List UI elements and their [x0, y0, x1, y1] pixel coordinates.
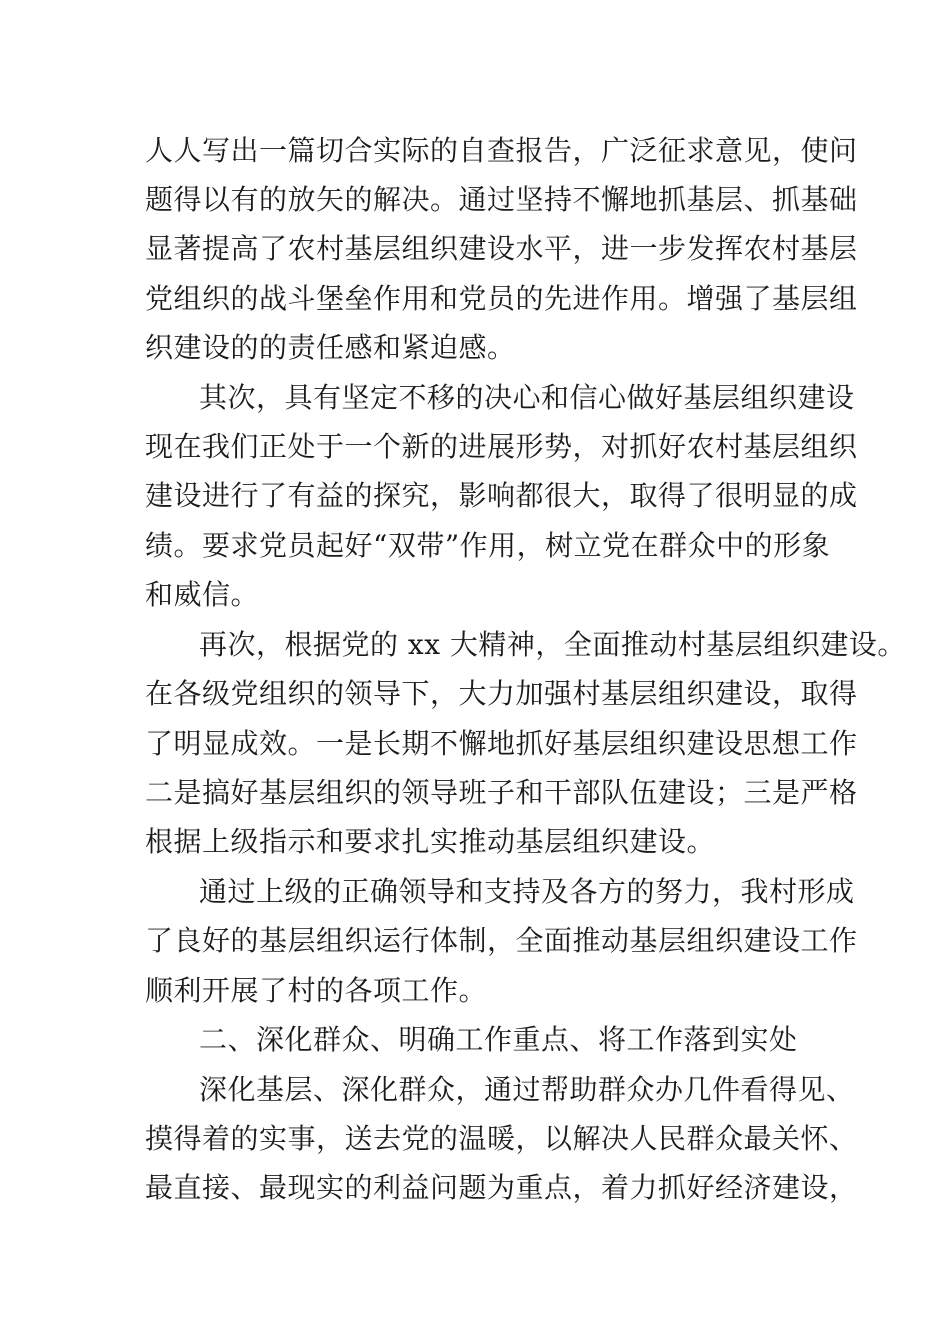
text-line: 顺利开展了村的各项工作。: [145, 974, 488, 1007]
text-line: 显著提高了农村基层组织建设水平，进一步发挥农村基层: [145, 232, 858, 265]
text-line: 和威信。: [145, 578, 260, 611]
text-line: 党组织的战斗堡垒作用和党员的先进作用。增强了基层组: [145, 282, 858, 315]
text-line: 摸得着的实事，送去党的温暖，以解决人民群众最关怀、: [145, 1122, 858, 1155]
text-line: 绩。要求党员起好“双带”作用，树立党在群众中的形象: [145, 529, 831, 562]
text-line: 现在我们正处于一个新的进展形势，对抓好农村基层组织: [145, 430, 858, 463]
text-line: 了明显成效。一是长期不懈地抓好基层组织建设思想工作: [145, 727, 858, 760]
text-line: 建设进行了有益的探究，影响都很大，取得了很明显的成: [145, 479, 858, 512]
text-line: 根据上级指示和要求扎实推动基层组织建设。: [145, 825, 716, 858]
paragraph-first-line: 再次，根据党的 xx 大精神，全面推动村基层组织建设。: [199, 628, 906, 661]
text-line: 了良好的基层组织运行体制，全面推动基层组织建设工作: [145, 924, 858, 957]
text-line: 最直接、最现实的利益问题为重点，着力抓好经济建设，: [145, 1171, 858, 1204]
section-heading: 二、深化群众、明确工作重点、将工作落到实处: [199, 1023, 798, 1056]
text-line: 二是搞好基层组织的领导班子和干部队伍建设；三是严格: [145, 776, 858, 809]
text-line: 织建设的的责任感和紧迫感。: [145, 331, 516, 364]
text-line: 人人写出一篇切合实际的自查报告，广泛征求意见，使问: [145, 134, 858, 167]
paragraph-first-line: 通过上级的正确领导和支持及各方的努力，我村形成: [199, 875, 855, 908]
text-line: 题得以有的放矢的解决。通过坚持不懈地抓基层、抓基础: [145, 183, 858, 216]
paragraph-first-line: 深化基层、深化群众，通过帮助群众办几件看得见、: [199, 1073, 855, 1106]
text-line: 在各级党组织的领导下，大力加强村基层组织建设，取得: [145, 677, 858, 710]
paragraph-first-line: 其次，具有坚定不移的决心和信心做好基层组织建设: [199, 381, 855, 414]
